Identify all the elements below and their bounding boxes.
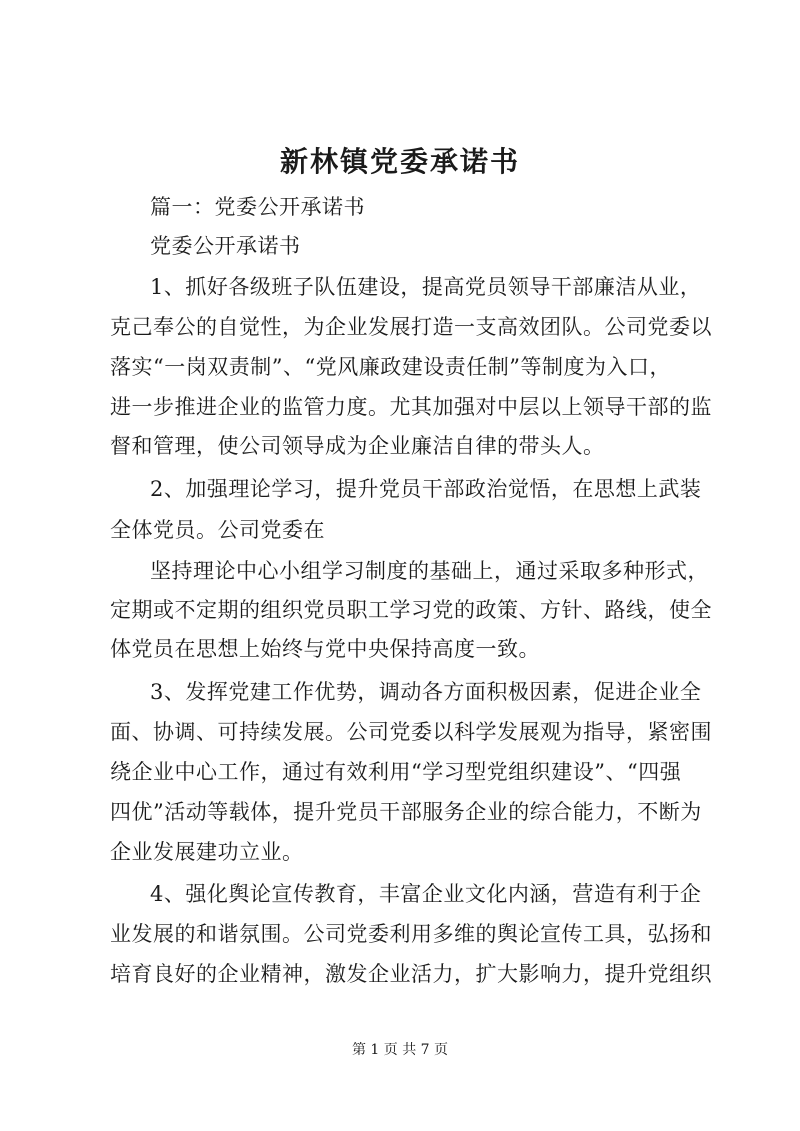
paragraph-line: 绕企业中心工作，通过有效利用“学习型党组织建设”、“四强: [110, 760, 682, 784]
subtitle: 党委公开承诺书: [150, 234, 301, 258]
page-number-footer: 第 1 页 共 7 页: [351, 1042, 449, 1058]
paragraph-line: 培育良好的企业精神，激发企业活力，扩大影响力，提升党组织: [110, 962, 712, 986]
paragraph-line: 面、协调、可持续发展。公司党委以科学发展观为指导，紧密围: [110, 720, 712, 744]
paragraph-line: 4、强化舆论宣传教育，丰富企业文化内涵，营造有利于企: [150, 882, 702, 906]
paragraph-line: 2、加强理论学习，提升党员干部政治觉悟，在思想上武装: [150, 477, 702, 501]
paragraph-line: 业发展的和谐氛围。公司党委利用多维的舆论宣传工具，弘扬和: [110, 922, 712, 946]
paragraph-line: 1、抓好各级班子队伍建设，提高党员领导干部廉洁从业，: [150, 275, 702, 299]
section-heading: 篇一：党委公开承诺书: [150, 195, 365, 219]
paragraph-line: 全体党员。公司党委在: [110, 518, 325, 542]
paragraph-line: 体党员在思想上始终与党中央保持高度一致。: [110, 637, 540, 661]
paragraph-line: 四优”活动等载体，提升党员干部服务企业的综合能力，不断为: [110, 800, 702, 824]
document-title: 新林镇党委承诺书: [279, 145, 520, 178]
paragraph-line: 进一步推进企业的监管力度。尤其加强对中层以上领导干部的监: [110, 395, 712, 419]
paragraph-line: 定期或不定期的组织党员职工学习党的政策、方针、路线，使全: [110, 598, 712, 622]
paragraph-line: 克己奉公的自觉性，为企业发展打造一支高效团队。公司党委以: [110, 315, 712, 339]
paragraph-line: 督和管理，使公司领导成为企业廉洁自律的带头人。: [110, 434, 605, 458]
paragraph-line: 落实“一岗双责制”、“党风廉政建设责任制”等制度为入口，: [110, 355, 671, 379]
paragraph-line: 企业发展建功立业。: [110, 840, 304, 864]
paragraph-line: 坚持理论中心小组学习制度的基础上，通过采取多种形式，: [150, 559, 709, 583]
paragraph-line: 3、发挥党建工作优势，调动各方面积极因素，促进企业全: [150, 680, 702, 704]
